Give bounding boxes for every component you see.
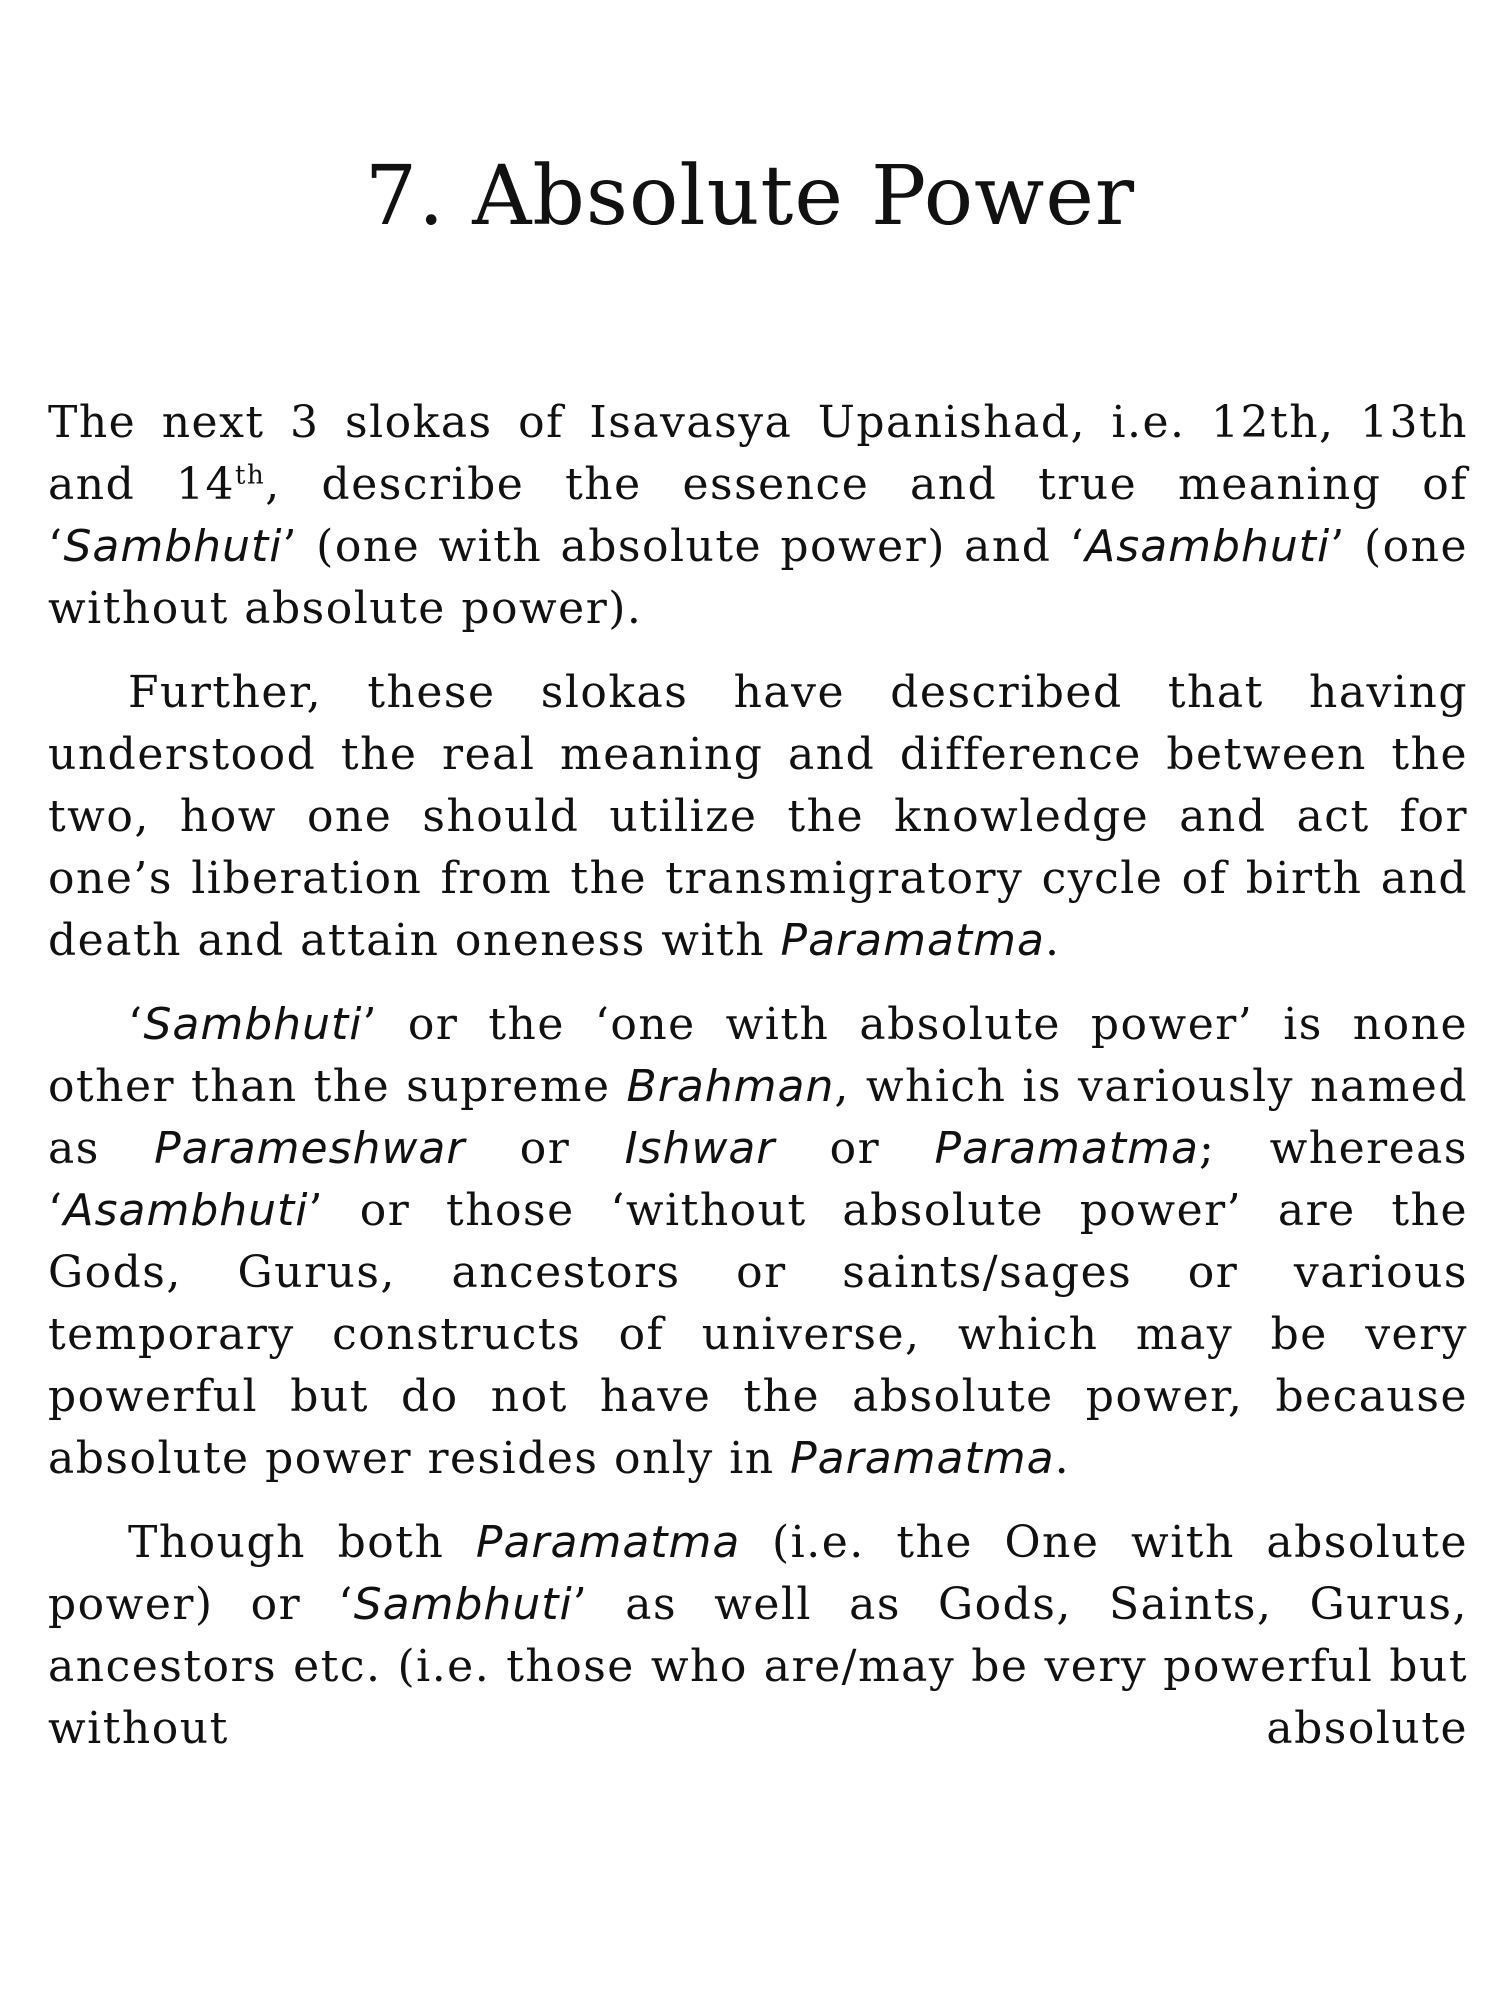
text-run: , describe the essence and true meaning of ‘ — [48, 459, 1468, 572]
text-run: The next 3 slokas of Isavasya Upanishad, i.e. 12th, 13th and 14 — [48, 397, 1468, 510]
text-run: ; whereas ‘ — [48, 1123, 1468, 1236]
text-run: ’ as well as Gods, Saints, Gurus, ancestors etc. (i.e. those who are/may be very powerful but without absolute — [48, 1579, 1468, 1754]
paragraph-1 — [48, 392, 1468, 640]
italic-term: Paramatma — [790, 1433, 1055, 1484]
italic-term: Ishwar — [624, 1123, 776, 1174]
paragraph-4 — [48, 1512, 1468, 1760]
italic-term: Paramatma — [475, 1517, 741, 1568]
text-run: ’ (one with absolute power) and ‘ — [282, 521, 1086, 572]
chapter-body — [48, 392, 1468, 1782]
italic-term: Sambhuti — [63, 521, 283, 572]
italic-term: Parameshwar — [154, 1123, 466, 1174]
chapter-title: 7. Absolute Power — [364, 149, 1136, 244]
text-run: . — [1044, 915, 1061, 966]
italic-term: Sambhuti — [353, 1579, 573, 1630]
italic-term: Paramatma — [934, 1123, 1199, 1174]
text-run: , which is variously named as — [48, 1061, 1469, 1174]
italic-term: Paramatma — [780, 915, 1045, 966]
text-run: or — [775, 1123, 935, 1174]
text-run: (i.e. the One with absolute power) or ‘ — [48, 1517, 1468, 1630]
text-run: ’ (one without absolute power). — [48, 521, 1468, 634]
text-run: ‘ — [128, 999, 144, 1050]
paragraph-2 — [48, 662, 1468, 972]
text-run: or — [465, 1123, 625, 1174]
italic-term: Asambhuti — [1085, 521, 1331, 572]
italic-term: Sambhuti — [143, 999, 363, 1050]
paragraph-3 — [48, 994, 1468, 1490]
italic-term: Asambhuti — [63, 1185, 309, 1236]
text-run: ’ or the ‘one with absolute power’ is none other than the supreme — [48, 999, 1468, 1112]
text-run: ’ or those ‘without absolute power’ are the Gods, Gurus, ancestors or saints/sages or various temporary constructs of universe, which may be very powerful but do not have the absolute power, because absolute power resides only in — [48, 1185, 1468, 1484]
ordinal-superscript: th — [235, 460, 266, 491]
text-run: Though both — [128, 1517, 476, 1568]
italic-term: Brahman — [626, 1061, 835, 1112]
text-run: Further, these slokas have described that having understood the real meaning and difference between the two, how one should utilize the knowledge and act for one’s liberation from the transmigratory cycle of birth and death and attain oneness with — [48, 667, 1468, 966]
text-run: . — [1054, 1433, 1071, 1484]
